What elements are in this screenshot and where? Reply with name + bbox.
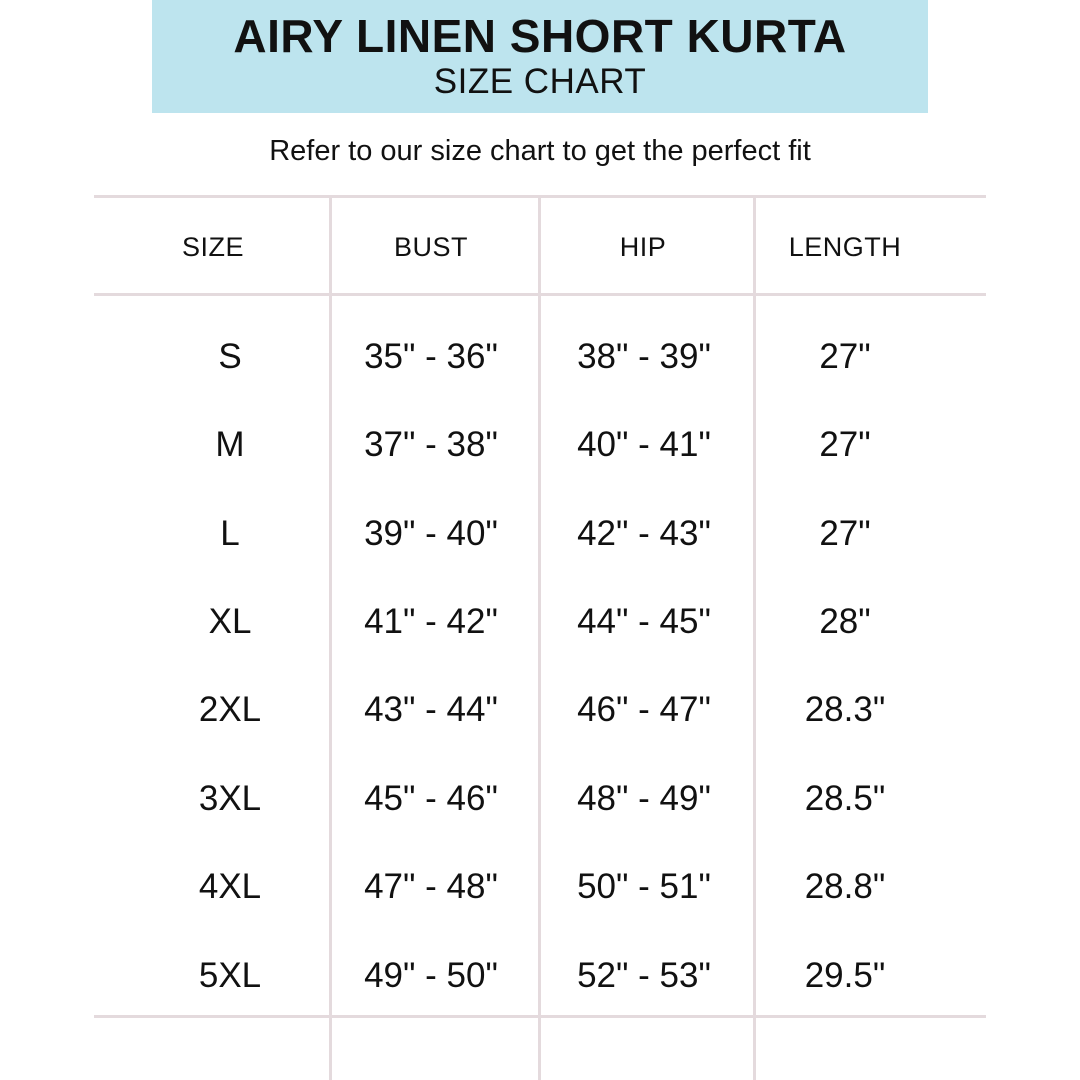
product-title: AIRY LINEN SHORT KURTA: [233, 10, 847, 62]
cell-size: M: [215, 425, 245, 464]
cell-length: 27": [819, 514, 871, 553]
cell-bust: 41" - 42": [364, 602, 498, 641]
cell-length: 28": [819, 602, 871, 641]
column-header-bust: BUST: [393, 232, 468, 262]
cell-hip: 48" - 49": [577, 779, 711, 818]
cell-hip: 46" - 47": [577, 690, 711, 729]
cell-bust: 39" - 40": [364, 514, 498, 553]
cell-bust: 37" - 38": [364, 425, 498, 464]
cell-bust: 47" - 48": [364, 867, 498, 906]
title-banner: [152, 0, 928, 113]
column-header-size: SIZE: [181, 232, 244, 262]
cell-hip: 52" - 53": [577, 956, 711, 995]
cell-length: 27": [819, 425, 871, 464]
cell-bust: 35" - 36": [364, 337, 498, 376]
column-header-hip: HIP: [619, 232, 667, 262]
cell-size: 3XL: [198, 779, 262, 818]
cell-length: 29.5": [804, 956, 886, 995]
cell-size: S: [218, 337, 242, 376]
cell-size: 4XL: [198, 867, 262, 906]
cell-hip: 38" - 39": [577, 337, 711, 376]
cell-size: XL: [208, 602, 252, 641]
cell-bust: 49" - 50": [364, 956, 498, 995]
cell-length: 27": [819, 337, 871, 376]
cell-length: 28.5": [804, 779, 886, 818]
column-header-length: LENGTH: [788, 232, 902, 262]
cell-hip: 42" - 43": [577, 514, 711, 553]
cell-length: 28.8": [804, 867, 886, 906]
cell-length: 28.3": [804, 690, 886, 729]
cell-hip: 40" - 41": [577, 425, 711, 464]
cell-bust: 45" - 46": [364, 779, 498, 818]
cell-bust: 43" - 44": [364, 690, 498, 729]
cell-size: L: [220, 514, 240, 553]
cell-hip: 50" - 51": [577, 867, 711, 906]
intro-text: Refer to our size chart to get the perfect fit: [269, 135, 811, 167]
cell-size: 5XL: [198, 956, 262, 995]
cell-size: 2XL: [198, 690, 262, 729]
cell-hip: 44" - 45": [577, 602, 711, 641]
size-chart-label: SIZE CHART: [433, 62, 647, 101]
